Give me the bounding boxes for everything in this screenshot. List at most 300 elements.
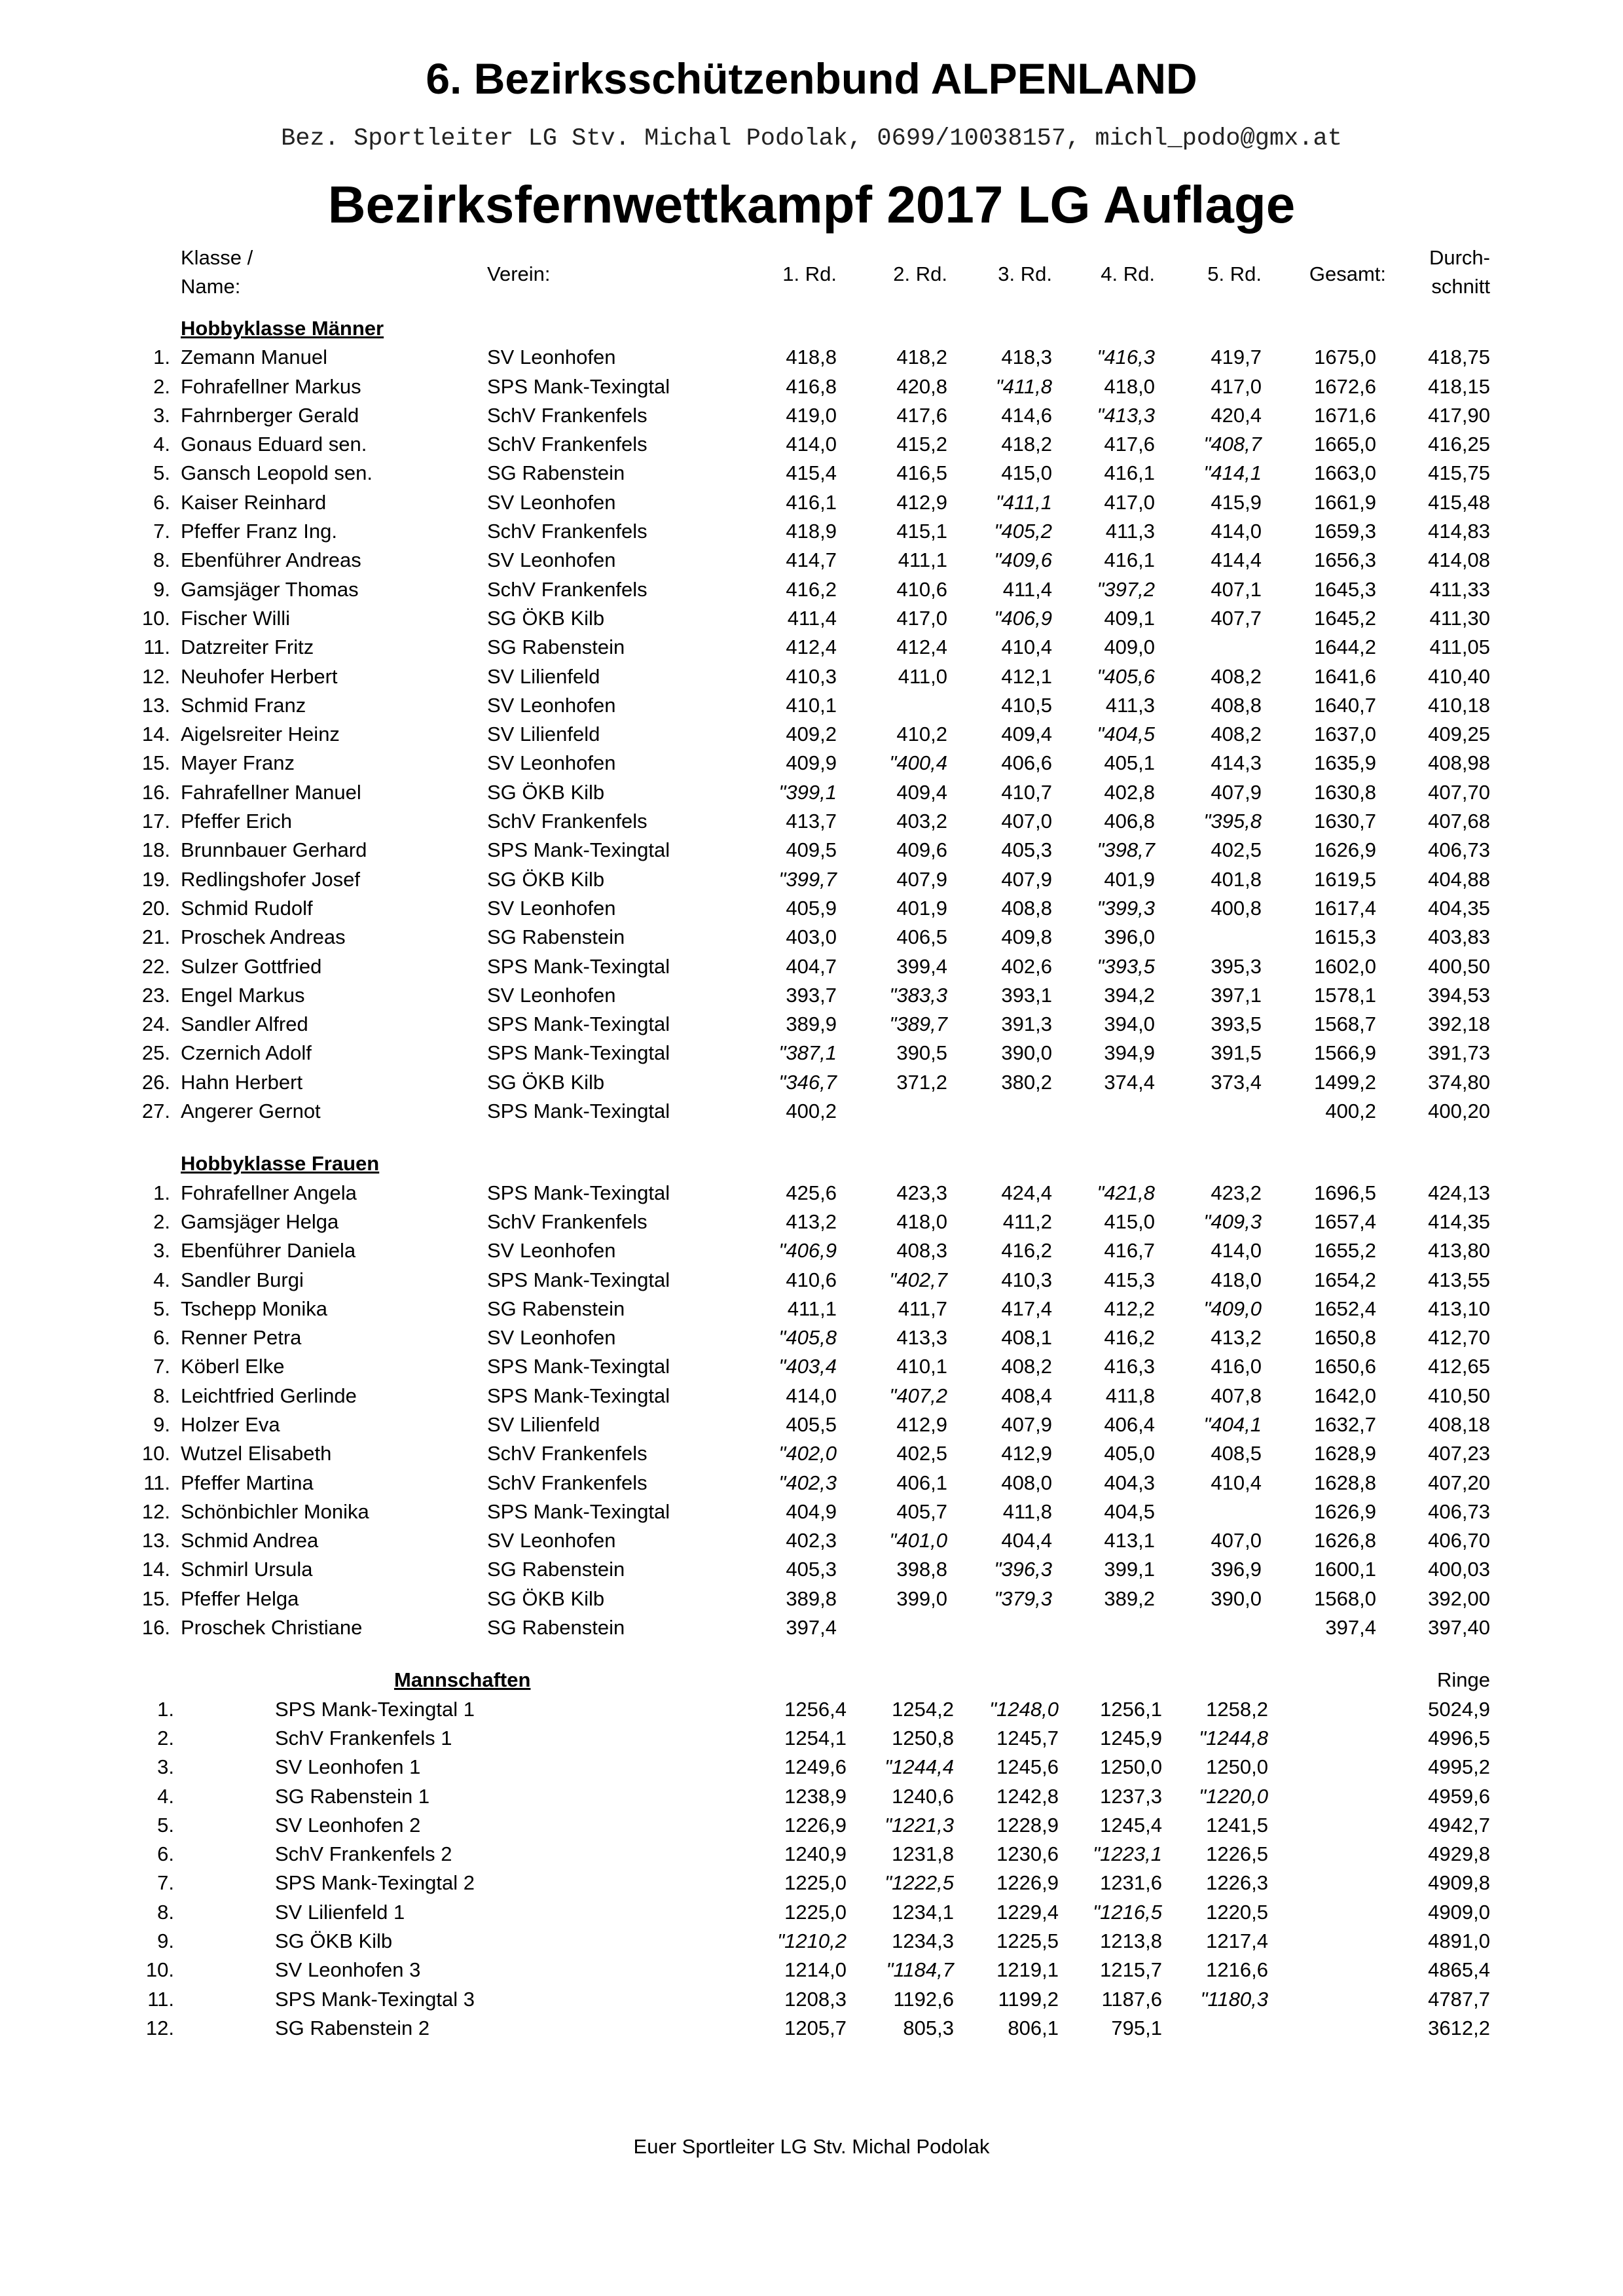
round4-cell: 416,1 [1104, 461, 1155, 485]
name-cell: Fohrafellner Angela [181, 1181, 357, 1204]
rank-cell: 13. [141, 693, 170, 717]
total-cell: 1635,9 [1314, 751, 1376, 775]
total-cell: 1615,3 [1314, 925, 1376, 949]
total-cell: 1619,5 [1314, 867, 1376, 891]
round4-cell: 405,0 [1104, 1442, 1155, 1465]
round4-cell: 394,0 [1104, 1013, 1155, 1036]
round2-cell: 411,7 [898, 1297, 947, 1320]
round1-cell: 1205,7 [784, 2016, 847, 2039]
round1-cell: 389,9 [786, 1013, 837, 1036]
round2-cell: "1222,5 [884, 1871, 954, 1895]
total-cell: 1657,4 [1314, 1210, 1376, 1233]
rank-cell: 5. [153, 1297, 170, 1320]
name-cell: Aigelsreiter Heinz [181, 723, 340, 746]
team-cell: SG ÖKB Kilb [275, 1929, 393, 1953]
round4-cell: 416,3 [1104, 1355, 1155, 1378]
rank-cell: 4. [157, 1784, 174, 1808]
round1-cell: 416,8 [786, 374, 837, 398]
round1-cell: 415,4 [786, 461, 837, 485]
round4-cell: 418,0 [1104, 374, 1155, 398]
average-cell: 407,20 [1428, 1471, 1490, 1494]
col-rd4: 4. Rd. [1101, 262, 1155, 285]
round4-cell: 411,8 [1105, 1384, 1155, 1407]
round4-cell: 1213,8 [1100, 1929, 1162, 1953]
round5-cell: "408,7 [1203, 433, 1262, 456]
round5-cell: 400,8 [1211, 896, 1262, 920]
round2-cell: 409,6 [896, 838, 947, 862]
table-row [0, 1410, 1623, 1439]
table-row [0, 1613, 1623, 1642]
round1-cell: 414,0 [786, 1384, 837, 1407]
round1-cell: 400,2 [786, 1100, 837, 1123]
round2-cell: 405,7 [896, 1499, 947, 1523]
club-cell: SV Leonhofen [487, 346, 616, 369]
round2-cell: 410,2 [896, 723, 947, 746]
round1-cell: 403,0 [786, 925, 837, 949]
name-cell: Brunnbauer Gerhard [181, 838, 367, 862]
club-cell: SPS Mank-Texingtal [487, 954, 670, 978]
round3-cell: 1228,9 [996, 1813, 1059, 1837]
round2-cell: 406,1 [896, 1471, 947, 1494]
table-row [0, 691, 1623, 720]
round5-cell: 1241,5 [1206, 1813, 1268, 1837]
average-cell: 418,15 [1428, 374, 1490, 398]
name-cell: Datzreiter Fritz [181, 636, 314, 659]
table-row [0, 1782, 1623, 1811]
round3-cell: "409,6 [994, 548, 1052, 572]
round2-cell: 1234,3 [892, 1929, 954, 1953]
round3-cell: 404,4 [1001, 1529, 1052, 1552]
table-row [0, 1208, 1623, 1236]
round3-cell: "411,8 [995, 374, 1052, 398]
rank-cell: 9. [153, 1412, 170, 1436]
round1-cell: "399,1 [778, 780, 837, 804]
name-cell: Redlingshofer Josef [181, 867, 360, 891]
name-cell: Hahn Herbert [181, 1070, 303, 1094]
round3-cell: 408,2 [1001, 1355, 1052, 1378]
club-cell: SG Rabenstein [487, 1558, 625, 1581]
name-cell: Gansch Leopold sen. [181, 461, 373, 485]
round1-cell: 402,3 [786, 1529, 837, 1552]
rings-cell: 4995,2 [1428, 1755, 1490, 1779]
round4-cell: "1223,1 [1093, 1842, 1162, 1866]
total-cell: 397,4 [1325, 1616, 1376, 1640]
average-cell: 417,90 [1428, 403, 1490, 427]
table-row [0, 604, 1623, 633]
average-cell: 412,70 [1428, 1326, 1490, 1350]
table-row [0, 1927, 1623, 1956]
table-row [0, 720, 1623, 749]
round2-cell: 390,5 [896, 1041, 947, 1065]
name-cell: Proschek Christiane [181, 1616, 363, 1640]
name-cell: Pfeffer Martina [181, 1471, 314, 1494]
rank-cell: 14. [141, 723, 170, 746]
table-row [0, 1753, 1623, 1782]
team-cell: SV Lilienfeld 1 [275, 1900, 405, 1924]
round2-cell: 410,1 [896, 1355, 947, 1378]
name-cell: Engel Markus [181, 983, 305, 1007]
round1-cell: "1210,2 [777, 1929, 847, 1953]
rank-cell: 9. [153, 577, 170, 601]
name-cell: Leichtfried Gerlinde [181, 1384, 357, 1407]
name-cell: Fahrafellner Manuel [181, 780, 361, 804]
round4-cell: 401,9 [1104, 867, 1155, 891]
round4-cell: "421,8 [1097, 1181, 1155, 1204]
rank-cell: 10. [141, 1442, 170, 1465]
total-cell: 1499,2 [1314, 1070, 1376, 1094]
average-cell: 414,08 [1428, 548, 1490, 572]
round3-cell: 390,0 [1001, 1041, 1052, 1065]
rank-cell: 4. [153, 433, 170, 456]
average-cell: 404,88 [1428, 867, 1490, 891]
round1-cell: "387,1 [778, 1041, 837, 1065]
rank-cell: 12. [141, 1499, 170, 1523]
rank-cell: 5. [153, 461, 170, 485]
col-rd5: 5. Rd. [1207, 262, 1262, 285]
round1-cell: "346,7 [778, 1070, 837, 1094]
name-cell: Gonaus Eduard sen. [181, 433, 367, 456]
rank-cell: 1. [153, 346, 170, 369]
round4-cell: "1216,5 [1093, 1900, 1162, 1924]
round5-cell: 1216,6 [1206, 1958, 1268, 1982]
round1-cell: 1208,3 [784, 1987, 847, 2011]
round1-cell: 405,9 [786, 896, 837, 920]
table-row [0, 836, 1623, 865]
round4-cell: 394,9 [1104, 1041, 1155, 1065]
rings-cell: 4865,4 [1428, 1958, 1490, 1982]
round2-cell: "402,7 [889, 1268, 947, 1291]
round4-cell: 1187,6 [1101, 1987, 1162, 2011]
rank-cell: 11. [143, 1471, 170, 1494]
average-cell: 406,70 [1428, 1529, 1490, 1552]
table-row [0, 401, 1623, 430]
round1-cell: 410,3 [786, 664, 837, 688]
men-rows [0, 343, 1623, 1126]
round4-cell: "416,3 [1097, 346, 1155, 369]
round1-cell: "405,8 [778, 1326, 837, 1350]
round2-cell: 418,0 [896, 1210, 947, 1233]
round4-cell: 389,2 [1104, 1587, 1155, 1610]
average-cell: 424,13 [1428, 1181, 1490, 1204]
table-row [0, 1869, 1623, 1897]
round3-cell: 405,3 [1001, 838, 1052, 862]
rank-cell: 10. [145, 1958, 174, 1982]
team-cell: SchV Frankenfels 1 [275, 1726, 452, 1749]
round3-cell: 1245,6 [996, 1755, 1059, 1779]
round5-cell: 408,2 [1211, 664, 1262, 688]
table-row [0, 2014, 1623, 2043]
name-cell: Gamsjäger Helga [181, 1210, 339, 1233]
round3-cell: 410,7 [1001, 780, 1052, 804]
round3-cell: 411,8 [1002, 1499, 1052, 1523]
round1-cell: 1225,0 [784, 1871, 847, 1895]
team-cell: SPS Mank-Texingtal 2 [275, 1871, 475, 1895]
table-row [0, 488, 1623, 517]
round1-cell: 1249,6 [784, 1755, 847, 1779]
round2-cell: "401,0 [889, 1529, 947, 1552]
round2-cell: "1221,3 [884, 1813, 954, 1837]
round2-cell: 1254,2 [892, 1697, 954, 1721]
round5-cell: 414,0 [1211, 520, 1262, 543]
name-cell: Pfeffer Franz Ing. [181, 520, 337, 543]
round2-cell: 1234,1 [892, 1900, 954, 1924]
round3-cell: 402,6 [1001, 954, 1052, 978]
round2-cell: 418,2 [896, 346, 947, 369]
round3-cell: 416,2 [1001, 1239, 1052, 1263]
round2-cell: 805,3 [903, 2016, 954, 2039]
name-cell: Pfeffer Helga [181, 1587, 299, 1610]
rank-cell: 25. [141, 1041, 170, 1065]
round2-cell: 416,5 [896, 461, 947, 485]
round4-cell: 416,2 [1104, 1326, 1155, 1350]
round5-cell: 417,0 [1211, 374, 1262, 398]
round5-cell: 408,2 [1211, 723, 1262, 746]
table-row [0, 1585, 1623, 1613]
rank-cell: 3. [153, 403, 170, 427]
table-row [0, 1498, 1623, 1526]
total-cell: 400,2 [1325, 1100, 1376, 1123]
table-row [0, 662, 1623, 691]
round4-cell: "413,3 [1097, 403, 1155, 427]
average-cell: 407,68 [1428, 810, 1490, 833]
average-cell: 413,10 [1428, 1297, 1490, 1320]
club-cell: SPS Mank-Texingtal [487, 838, 670, 862]
rank-cell: 23. [141, 983, 170, 1007]
round5-cell: 373,4 [1211, 1070, 1262, 1094]
round5-cell: 413,2 [1211, 1326, 1262, 1350]
round3-cell: 1229,4 [996, 1900, 1059, 1924]
name-cell: Fahrnberger Gerald [181, 403, 359, 427]
table-row [0, 1469, 1623, 1498]
club-cell: SchV Frankenfels [487, 403, 647, 427]
table-row [0, 778, 1623, 807]
section-heading-teams: Mannschaften Ringe [0, 1666, 1623, 1695]
total-cell: 1630,7 [1314, 810, 1376, 833]
club-cell: SchV Frankenfels [487, 1442, 647, 1465]
club-cell: SG ÖKB Kilb [487, 606, 605, 630]
results-table [0, 314, 1623, 2043]
round2-cell: "400,4 [889, 751, 947, 775]
rank-cell: 12. [145, 2016, 174, 2039]
table-row [0, 1266, 1623, 1295]
round1-cell: 404,9 [786, 1499, 837, 1523]
round5-cell: 395,3 [1211, 954, 1262, 978]
total-cell: 1637,0 [1314, 723, 1376, 746]
col-rd1: 1. Rd. [782, 262, 837, 285]
average-cell: 410,40 [1428, 664, 1490, 688]
rank-cell: 1. [153, 1181, 170, 1204]
rings-cell: 4959,6 [1428, 1784, 1490, 1808]
club-cell: SV Leonhofen [487, 693, 616, 717]
total-cell: 1641,6 [1314, 664, 1376, 688]
round3-cell: 412,1 [1001, 664, 1052, 688]
name-cell: Proschek Andreas [181, 925, 346, 949]
round5-cell: 402,5 [1211, 838, 1262, 862]
round2-cell: 413,3 [896, 1326, 947, 1350]
round5-cell: "1180,3 [1200, 1987, 1268, 2011]
club-cell: SPS Mank-Texingtal [487, 1499, 670, 1523]
round3-cell: 407,9 [1001, 867, 1052, 891]
round1-cell: 1254,1 [784, 1726, 847, 1749]
round4-cell: 1250,0 [1100, 1755, 1162, 1779]
round1-cell: 410,1 [786, 693, 837, 717]
name-cell: Zemann Manuel [181, 346, 328, 369]
table-row [0, 1236, 1623, 1265]
total-cell: 1602,0 [1314, 954, 1376, 978]
round1-cell: 409,2 [786, 723, 837, 746]
rank-cell: 15. [141, 751, 170, 775]
table-row [0, 459, 1623, 488]
rank-cell: 2. [153, 1210, 170, 1233]
round5-cell: 414,4 [1211, 548, 1262, 572]
name-cell: Kaiser Reinhard [181, 490, 327, 514]
team-cell: SPS Mank-Texingtal 1 [275, 1697, 475, 1721]
rank-cell: 27. [141, 1100, 170, 1123]
round4-cell: 374,4 [1104, 1070, 1155, 1094]
round1-cell: 1256,4 [784, 1697, 847, 1721]
round3-cell: 418,2 [1001, 433, 1052, 456]
round3-cell: "396,3 [994, 1558, 1052, 1581]
club-cell: SG Rabenstein [487, 1616, 625, 1640]
round3-cell: 1245,7 [996, 1726, 1059, 1749]
rank-cell: 17. [141, 810, 170, 833]
table-row [0, 1555, 1623, 1584]
round2-cell: 415,1 [896, 520, 947, 543]
table-row [0, 1179, 1623, 1208]
round3-cell: 1242,8 [996, 1784, 1059, 1808]
table-row [0, 1439, 1623, 1468]
total-cell: 1671,6 [1314, 403, 1376, 427]
round3-cell: 393,1 [1001, 983, 1052, 1007]
round5-cell: 1250,0 [1206, 1755, 1268, 1779]
round3-cell: 407,0 [1001, 810, 1052, 833]
round1-cell: 413,7 [786, 810, 837, 833]
rank-cell: 24. [141, 1013, 170, 1036]
club-cell: SchV Frankenfels [487, 1471, 647, 1494]
round2-cell: 417,0 [896, 606, 947, 630]
club-cell: SPS Mank-Texingtal [487, 1041, 670, 1065]
average-cell: 403,83 [1428, 925, 1490, 949]
average-cell: 406,73 [1428, 1499, 1490, 1523]
col-durchschnitt: Durch- schnitt [1429, 246, 1490, 298]
total-cell: 1672,6 [1314, 374, 1376, 398]
table-row [0, 633, 1623, 662]
round4-cell: 406,8 [1104, 810, 1155, 833]
round4-cell: 404,3 [1104, 1471, 1155, 1494]
club-cell: SchV Frankenfels [487, 1210, 647, 1233]
total-cell: 1645,2 [1314, 606, 1376, 630]
round4-cell: "405,6 [1097, 664, 1155, 688]
average-cell: 412,65 [1428, 1355, 1490, 1378]
rank-cell: 14. [141, 1558, 170, 1581]
name-cell: Fohrafellner Markus [181, 374, 361, 398]
round4-cell: 1245,9 [1100, 1726, 1162, 1749]
round5-cell: 407,1 [1211, 577, 1262, 601]
round3-cell: 418,3 [1001, 346, 1052, 369]
round2-cell: 1192,6 [893, 1987, 954, 2011]
total-cell: 1640,7 [1314, 693, 1376, 717]
average-cell: 413,80 [1428, 1239, 1490, 1263]
rank-cell: 16. [141, 1616, 170, 1640]
average-cell: 391,73 [1428, 1041, 1490, 1065]
round5-cell: "409,0 [1203, 1297, 1262, 1320]
round3-cell: "406,9 [994, 606, 1052, 630]
name-cell: Ebenführer Daniela [181, 1239, 356, 1263]
name-cell: Holzer Eva [181, 1412, 280, 1436]
round4-cell: 405,1 [1104, 751, 1155, 775]
round1-cell: "402,3 [778, 1471, 837, 1494]
name-cell: Renner Petra [181, 1326, 302, 1350]
round4-cell: "404,5 [1097, 723, 1155, 746]
rings-cell: 4929,8 [1428, 1842, 1490, 1866]
club-cell: SG Rabenstein [487, 925, 625, 949]
round2-cell: "389,7 [889, 1013, 947, 1036]
team-cell: SPS Mank-Texingtal 3 [275, 1987, 475, 2011]
round5-cell: 420,4 [1211, 403, 1262, 427]
round2-cell: 408,3 [896, 1239, 947, 1263]
round5-cell: 408,8 [1211, 693, 1262, 717]
round1-cell: 412,4 [786, 636, 837, 659]
club-cell: SG ÖKB Kilb [487, 1587, 605, 1610]
round4-cell: 409,1 [1104, 606, 1155, 630]
round5-cell: "409,3 [1203, 1210, 1262, 1233]
round1-cell: 389,8 [786, 1587, 837, 1610]
round5-cell: 396,9 [1211, 1558, 1262, 1581]
round3-cell: 408,8 [1001, 896, 1052, 920]
round5-cell: 418,0 [1211, 1268, 1262, 1291]
rank-cell: 3. [153, 1239, 170, 1263]
round5-cell: 407,9 [1211, 780, 1262, 804]
round2-cell: 399,4 [896, 954, 947, 978]
average-cell: 394,53 [1428, 983, 1490, 1007]
table-row [0, 1068, 1623, 1097]
rank-cell: 7. [153, 1355, 170, 1378]
round2-cell: 412,9 [896, 1412, 947, 1436]
club-cell: SG Rabenstein [487, 636, 625, 659]
round3-cell: 406,6 [1001, 751, 1052, 775]
org-title: 6. Bezirksschützenbund ALPENLAND [426, 54, 1197, 103]
round4-cell: "398,7 [1097, 838, 1155, 862]
team-cell: SV Leonhofen 3 [275, 1958, 421, 1982]
round3-cell: 1219,1 [996, 1958, 1059, 1982]
round5-cell: "404,1 [1203, 1412, 1262, 1436]
round3-cell: 1225,5 [996, 1929, 1059, 1953]
rank-cell: 6. [153, 1326, 170, 1350]
rank-cell: 4. [153, 1268, 170, 1291]
round4-cell: "399,3 [1097, 896, 1155, 920]
table-row [0, 1840, 1623, 1869]
total-cell: 1566,9 [1314, 1041, 1376, 1065]
total-cell: 1626,8 [1314, 1529, 1376, 1552]
rings-cell: 4942,7 [1428, 1813, 1490, 1837]
rank-cell: 6. [157, 1842, 174, 1866]
round5-cell: 1226,5 [1206, 1842, 1268, 1866]
club-cell: SG ÖKB Kilb [487, 1070, 605, 1094]
total-cell: 1600,1 [1314, 1558, 1376, 1581]
round2-cell: 415,2 [896, 433, 947, 456]
table-row [0, 1695, 1623, 1724]
table-row [0, 981, 1623, 1010]
rank-cell: 8. [157, 1900, 174, 1924]
rank-cell: 8. [153, 1384, 170, 1407]
total-cell: 1652,4 [1314, 1297, 1376, 1320]
rings-cell: 4996,5 [1428, 1726, 1490, 1749]
round1-cell: 409,9 [786, 751, 837, 775]
rank-cell: 2. [153, 374, 170, 398]
average-cell: 407,23 [1428, 1442, 1490, 1465]
average-cell: 411,05 [1429, 636, 1490, 659]
round5-cell: 407,7 [1211, 606, 1262, 630]
